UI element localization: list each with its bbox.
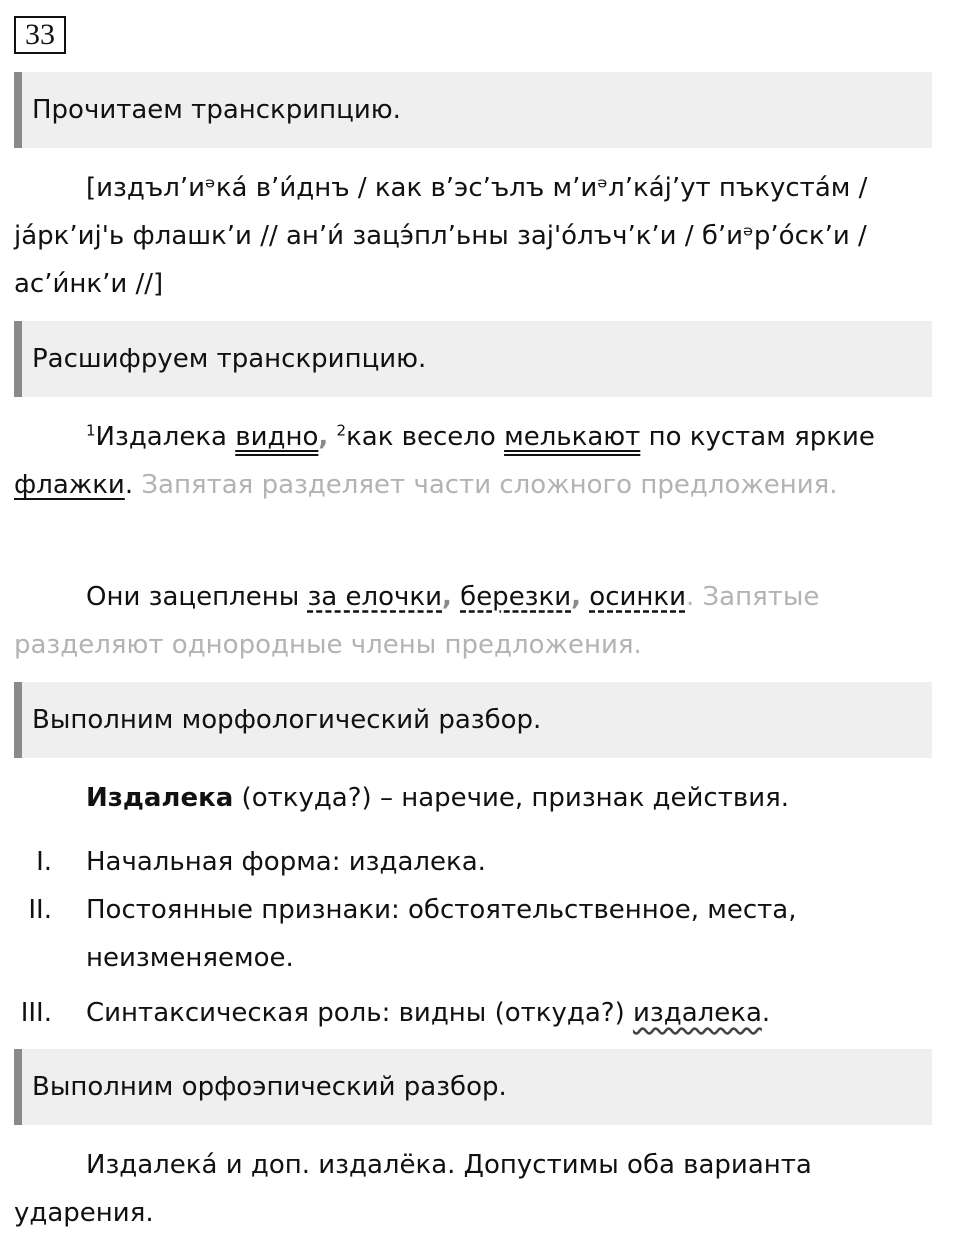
roman-numeral: II. [28, 895, 52, 925]
object-elochki: за елочки [307, 582, 442, 612]
predicate-melkayut: мелькают [504, 422, 641, 452]
syntax-role-text: Синтаксическая роль: видны (откуда?) [86, 998, 633, 1028]
period: . [124, 470, 142, 500]
adverbial-izdaleka: издалека [633, 998, 762, 1028]
section-header-morph: Выполним морфологический разбор. [14, 682, 932, 758]
clause-mark-1: 1 [86, 421, 96, 440]
object-berezki: березки [460, 582, 572, 612]
object-osinki: осинки [589, 582, 686, 612]
comma-mark-2: , [571, 582, 582, 612]
morph-item-text [86, 989, 926, 1037]
period: . [761, 998, 771, 1028]
roman-numeral: III. [20, 998, 52, 1028]
morph-description: (откуда?) – наречие, признак действия. [233, 783, 789, 813]
morph-heading [14, 774, 932, 822]
note-homogeneous: . Запятые разделяют однородные члены предложения. [14, 582, 820, 660]
word-izdaleka: Издалека [95, 422, 236, 452]
morph-item-text: Начальная форма: издалека. [86, 847, 486, 877]
roman-numeral: I. [36, 847, 52, 877]
task-number: 33 [14, 16, 66, 54]
sentence-homogeneous [14, 573, 932, 669]
sentence-complex [14, 413, 932, 509]
section-header-read: Прочитаем транскрипцию. [14, 72, 932, 148]
clause-mark-2: 2 [336, 421, 347, 440]
section-header-orthoepic: Выполним орфоэпический разбор. [14, 1049, 932, 1125]
section-header-decode: Расшифруем транскрипцию. [14, 321, 932, 397]
subject-flazhki: флажки [14, 470, 125, 500]
morph-item-text: Постоянные признаки: обстоятельственное, места, неизменяемое. [86, 895, 797, 973]
comma-mark-1: , [442, 582, 452, 612]
words-po-kustam: по кустам яркие [640, 422, 875, 452]
comma-mark: , [318, 422, 329, 452]
orthoepic-text: Издалека́ и доп. издалёка. Допустимы оба варианта ударения. [14, 1150, 812, 1228]
words-kak-veselo: как весело [346, 422, 505, 452]
predicate-vidno: видно [235, 422, 319, 452]
words-oni: Они зацеплены [86, 582, 308, 612]
morph-word: Издалека [86, 783, 234, 813]
transcription-text: [издъл’иᵊка́ в’и́днъ / как в’эс’ълъ м’иᵊл’ка́j’ут пъкуста́м / jа́рк’иj'ь флашк’и // ан’и́ зацэ́пл’ьны заj'о́лъч’к’и / б’иᵊр’о́ск’и / ас’и́нк’и //] [14, 173, 868, 299]
note-complex: Запятая разделяет части сложного предложения. [141, 470, 838, 500]
